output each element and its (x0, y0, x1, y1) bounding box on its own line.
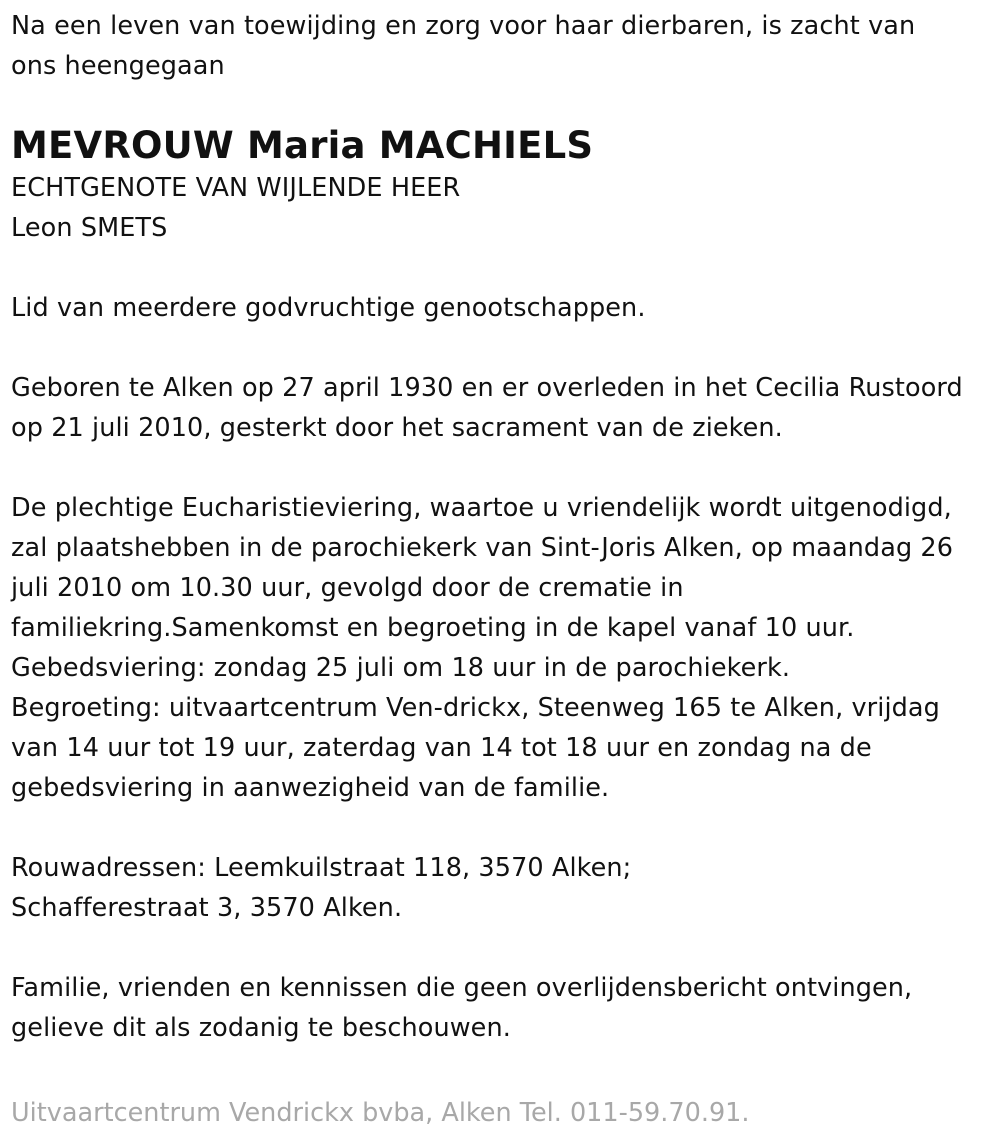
ceremony-line: zal plaatshebben in de parochiekerk van Sint-Joris Alken, op maandag 26 (11, 533, 954, 563)
spacer (11, 328, 988, 368)
ceremony-line: Gebedsviering: zondag 25 juli om 18 uur in de parochiekerk. (11, 653, 791, 683)
notice-line: gelieve dit als zodanig te beschouwen. (11, 1013, 511, 1043)
spouse-line: ECHTGENOTE VAN WIJLENDE HEER (11, 173, 461, 203)
notice-paragraph (11, 968, 988, 1048)
spacer (11, 448, 988, 488)
ceremony-line: juli 2010 om 10.30 uur, gevolgd door de crematie in (11, 573, 684, 603)
intro-line: ons heengegaan (11, 51, 225, 81)
address-line: Rouwadressen: Leemkuilstraat 118, 3570 Alken; (11, 853, 632, 883)
ceremony-line: gebedsviering in aanwezigheid van de familie. (11, 773, 610, 803)
address-line: Schafferestraat 3, 3570 Alken. (11, 893, 403, 923)
birth-death-line: op 21 juli 2010, gesterkt door het sacrament van de zieken. (11, 413, 783, 443)
address-paragraph (11, 848, 988, 928)
spacer (11, 928, 988, 968)
intro-line: Na een leven van toewijding en zorg voor haar dierbaren, is zacht van (11, 11, 916, 41)
intro-paragraph (11, 6, 988, 86)
membership-text: Lid van meerdere godvruchtige genootschappen. (11, 293, 646, 323)
ceremony-line: van 14 uur tot 19 uur, zaterdag van 14 tot 18 uur en zondag na de (11, 733, 872, 763)
ceremony-line: familiekring.Samenkomst en begroeting in de kapel vanaf 10 uur. (11, 613, 855, 643)
ceremony-line: Begroeting: uitvaartcentrum Ven-drickx, Steenweg 165 te Alken, vrijdag (11, 693, 940, 723)
spacer (11, 808, 988, 848)
birth-death-line: Geboren te Alken op 27 april 1930 en er overleden in het Cecilia Rustoord (11, 373, 963, 403)
ceremony-paragraph (11, 488, 988, 808)
ceremony-line: De plechtige Eucharistieviering, waartoe u vriendelijk wordt uitgenodigd, (11, 493, 952, 523)
spacer (11, 248, 988, 288)
notice-line: Familie, vrienden en kennissen die geen overlijdensbericht ontvingen, (11, 973, 913, 1003)
spouse-line: Leon SMETS (11, 213, 168, 243)
spouse-paragraph (11, 168, 988, 248)
birth-death-paragraph (11, 368, 988, 448)
deceased-name: MEVROUW Maria MACHIELS (11, 124, 594, 167)
funeral-home-footer: Uitvaartcentrum Vendrickx bvba, Alken Tel. 011-59.70.91. (11, 1098, 750, 1128)
